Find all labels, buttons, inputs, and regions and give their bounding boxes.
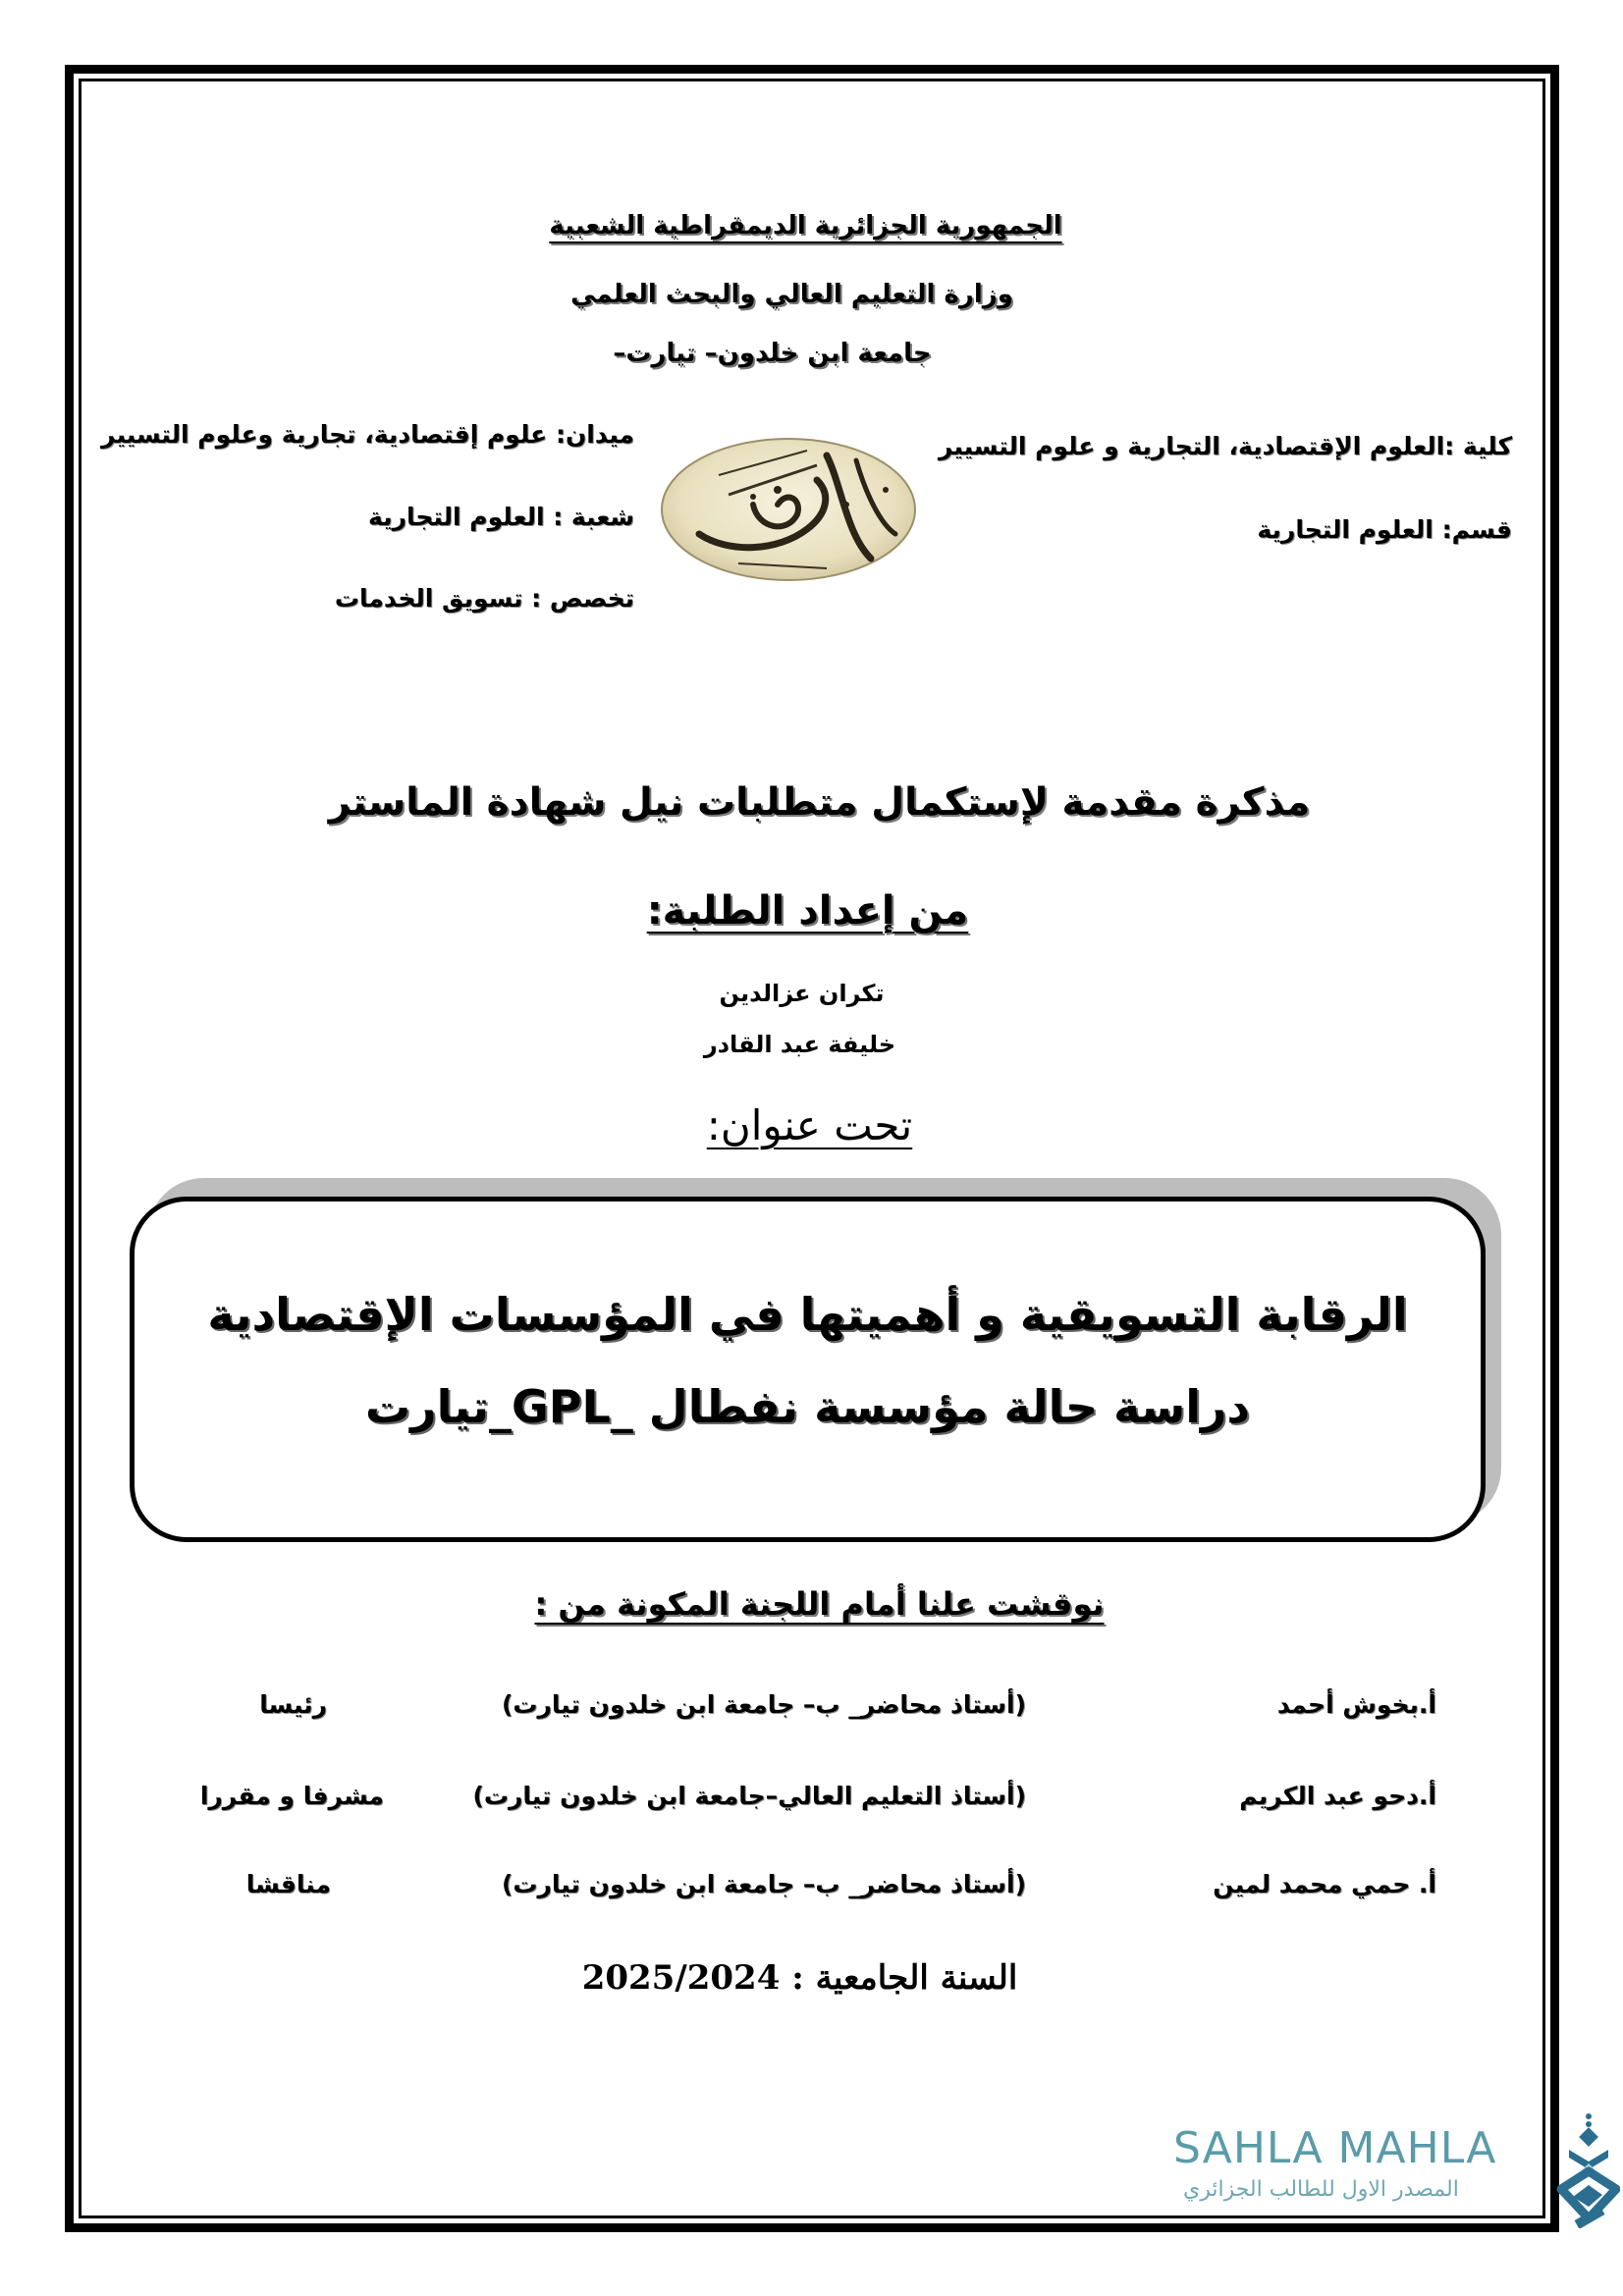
member-name: أ.دحو عبد الكريم [1239,1782,1436,1810]
watermark-brand: SAHLA MAHLA [1173,2123,1497,2173]
academic-year-label: السنة الجامعية : [791,1958,1018,1998]
watermark-tagline: المصدر الاول للطالب الجزائري [1183,2177,1459,2202]
committee-heading: نوقشت علنا أمام اللجنة المكونة من : [534,1585,1105,1623]
ministry-heading: وزارة التعليم العالي والبحث العلمي [570,280,1013,309]
member-role: مناقشا [245,1870,331,1898]
member-rank: (أستاذ محاضر_ ب– جامعة ابن خلدون تيارت) [501,1870,1026,1898]
member-name: أ.بخوش أحمد [1276,1690,1436,1719]
student-name-1: تكران عزالدين [719,980,885,1007]
university-emblem-icon [660,436,917,583]
member-name: أ. حمي محمد لمين [1213,1870,1436,1898]
sahla-mahla-logo-icon [1551,2110,1620,2228]
republic-heading: الجمهورية الجزائرية الديمقراطية الشعبية [549,211,1062,240]
member-rank: (أستاذ محاضر_ ب– جامعة ابن خلدون تيارت) [501,1690,1026,1719]
domain-label: ميدان: علوم إقتصادية، تجارية وعلوم التسيير [101,420,634,449]
member-rank: (أستاذ التعليم العالي–جامعة ابن خلدون تيارت) [472,1782,1026,1810]
prepared-by-label: من إعداد الطلبة: [646,888,969,934]
academic-year-value: 2025/2024 [581,1958,781,1998]
student-name-2: خليفة عبد القادر [703,1031,896,1058]
specialty-label: تخصص : تسويق الخدمات [334,584,634,613]
thesis-title-line-2: دراسة حالة مؤسسة نفطال _GPL_تيارت [364,1380,1251,1433]
university-heading: جامعة ابن خلدون– تيارت– [613,339,932,368]
thesis-title-line-1: الرقابة التسويقية و أهميتها في المؤسسات الإقتصادية [207,1288,1408,1341]
department-label: قسم: العلوم التجارية [1257,515,1512,544]
branch-label: شعبة : العلوم التجارية [368,503,634,531]
thesis-title-box [130,1197,1486,1542]
academic-year [0,1958,1611,1998]
under-title-label: تحت عنوان: [706,1101,913,1149]
member-role: رئيسا [259,1690,327,1719]
member-role: مشرفا و مقررا [199,1782,384,1810]
memo-title: مذكرة مقدمة لإستكمال متطلبات نيل شهادة الماستر [328,780,1311,825]
faculty-label: كلية :العلوم الإقتصادية، التجارية و علوم التسيير [938,432,1512,460]
